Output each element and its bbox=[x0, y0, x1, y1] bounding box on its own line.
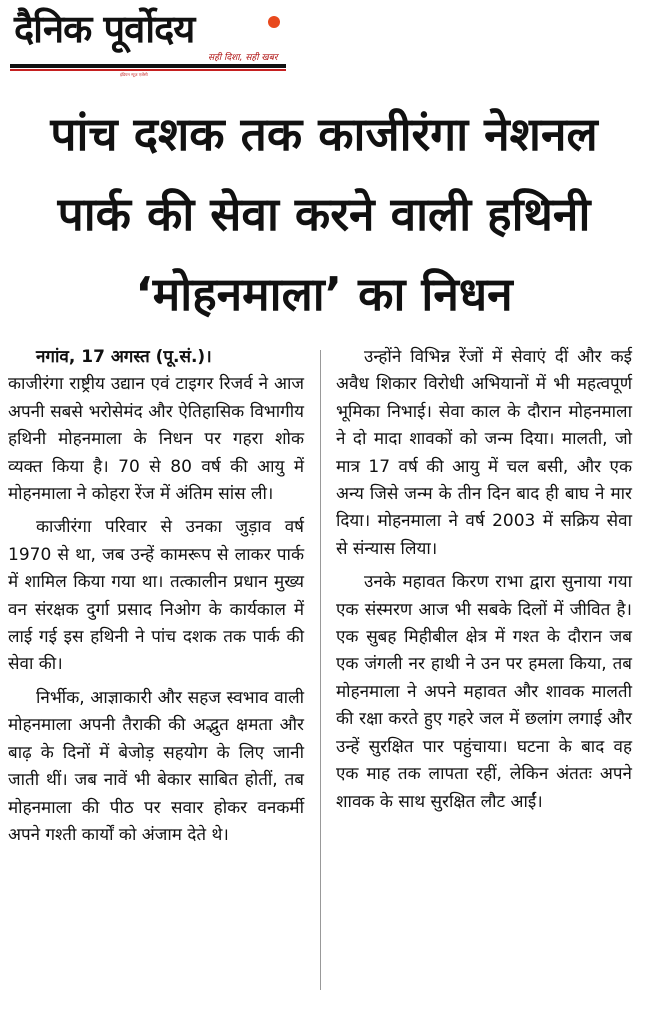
paragraph-3: निर्भीक, आज्ञाकारी और सहज स्वभाव वाली मोहनमाला अपनी तैराकी की अद्भुत क्षमता और बाढ़ के दिनों में बेजोड़ सहयोग के लिए जानी जाती थीं। जब नावें भी बेकार साबित होतीं, तब मोहनमाला की पीठ पर सवार होकर वनकर्मी अपने गश्ती कार्यों को अंजाम देते थे। bbox=[8, 687, 304, 845]
masthead-rule bbox=[10, 64, 286, 68]
paragraph-2: काजीरंगा परिवार से उनका जुड़ाव वर्ष 1970 से था, जब उन्हें कामरूप से लाकर पार्क में शामिल किया गया था। तत्कालीन प्रधान मुख्य वन संरक्षक दुर्गा प्रसाद निओग के कार्यकाल में लाई गई इस हथिनी ने पांच दशक तक पार्क की सेवा की। bbox=[8, 517, 304, 675]
logo-dot-icon bbox=[268, 16, 280, 28]
newspaper-logo: दैनिक पूर्वोदय bbox=[14, 7, 195, 51]
column-divider bbox=[320, 350, 321, 990]
masthead-red-rule bbox=[10, 69, 286, 71]
article-column-left bbox=[8, 344, 304, 855]
paragraph-5: उनके महावत किरण राभा द्वारा सुनाया गया एक संस्मरण आज भी सबके दिलों में जीवित है। एक सुबह मिहीबील क्षेत्र में गश्त के दौरान जब एक जंगली नर हाथी ने उन पर हमला किया, तब मोहनमाला ने अपने महावत और शावक मालती की रक्षा करते हुए गहरे जल में छलांग लगाई और उन्हें सुरक्षित पार पहुंचाया। घटना के बाद वह एक माह तक लापता रहीं, लेकिन अंततः अपने शावक के साथ सुरक्षित लौट आईं। bbox=[336, 572, 632, 812]
paragraph-1: काजीरंगा राष्ट्रीय उद्यान एवं टाइगर रिजर्व ने आज अपनी सबसे भरोसेमंद और ऐतिहासिक विभागीय हथिनी मोहनमाला के निधन पर गहरा शोक व्यक्त किया है। 70 से 80 वर्ष की आयु में मोहनमाला ने कोहरा रेंज में अंतिम सांस ली। bbox=[8, 374, 304, 505]
masthead-fine-print: इंडियन न्यूज़ एजेंसी bbox=[120, 72, 148, 77]
headline-line-1: पांच दशक तक काजीरंगा नेशनल bbox=[50, 107, 598, 161]
dateline: नगांव, 17 अगस्त (पू.सं.)। bbox=[36, 347, 212, 367]
masthead-tagline: सही दिशा, सही खबर bbox=[208, 53, 278, 63]
headline-line-2: पार्क की सेवा करने वाली हथिनी bbox=[57, 187, 591, 241]
headline bbox=[10, 94, 638, 334]
article-column-right bbox=[336, 344, 632, 822]
paragraph-4: उन्होंने विभिन्न रेंजों में सेवाएं दीं और कई अवैध शिकार विरोधी अभियानों में भी महत्वपूर्ण भूमिका निभाई। सेवा काल के दौरान मोहनमाला ने दो मादा शावकों को जन्म दिया। मालती, जो मात्र 17 वर्ष की आयु में चल बसी, और एक अन्य जिसे जन्म के तीन दिन बाद ही बाघ ने मार दिया। मोहनमाला ने वर्ष 2003 में सक्रिय सेवा से संन्यास लिया। bbox=[336, 347, 632, 559]
dateline-paragraph bbox=[8, 344, 304, 371]
headline-line-3: ‘मोहनमाला’ का निधन bbox=[135, 267, 513, 321]
masthead bbox=[10, 6, 290, 77]
